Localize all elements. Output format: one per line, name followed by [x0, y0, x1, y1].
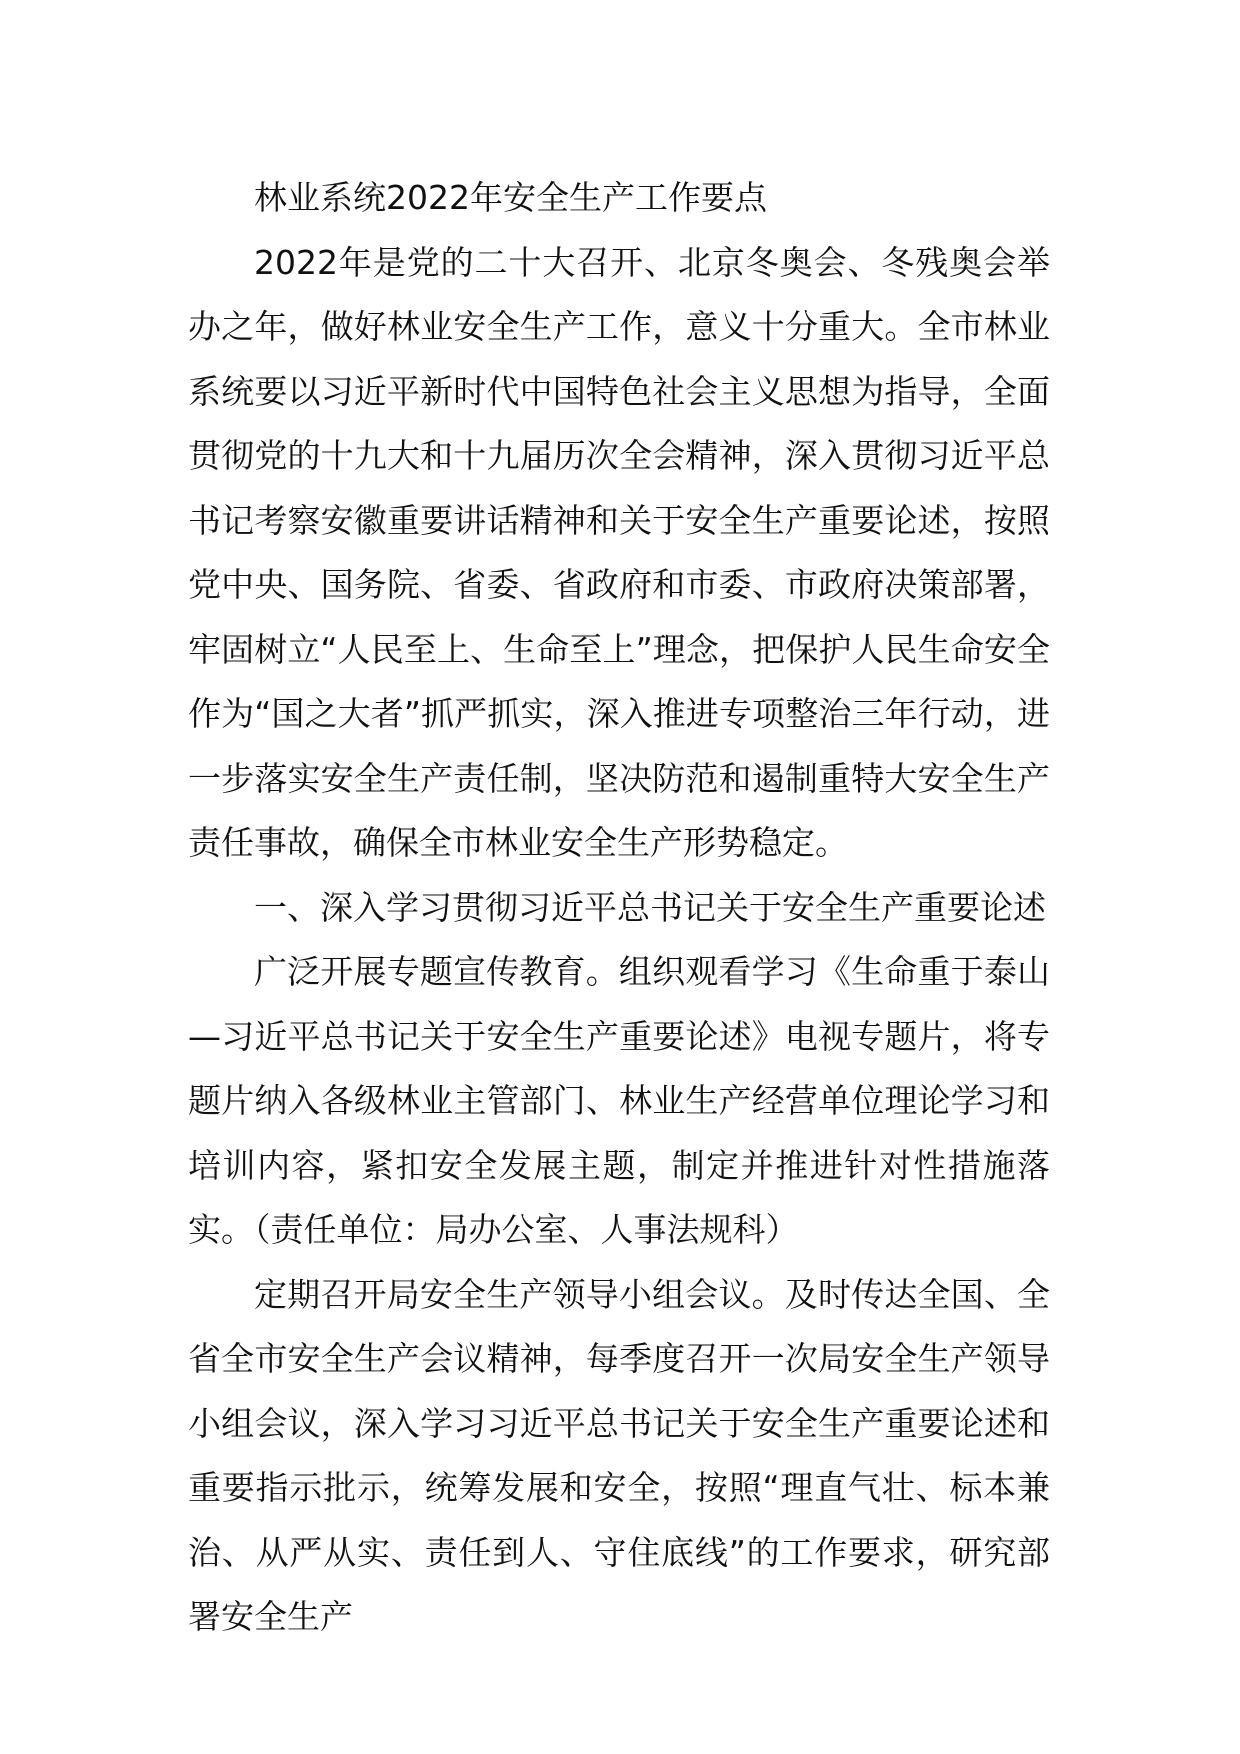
- section-heading-1: 一、深入学习贯彻习近平总书记关于安全生产重要论述: [254, 887, 1046, 927]
- paragraph-leadership-meeting: 定期召开局安全生产领导小组会议。及时传达全国、全省全市安全生产会议精神，每季度召开一次局安全生产领导小组会议，深入学习习近平总书记关于安全生产重要论述和重要指示批示，统筹发展和安全，按照“理直气壮、标本兼治、从严从实、责任到人、守住底线”的工作要求，研究部署安全生产: [188, 1274, 1050, 1636]
- paragraph-propaganda-education: 广泛开展专题宣传教育。组织观看学习《生命重于泰山—习近平总书记关于安全生产重要论述》电视专题片，将专题片纳入各级林业主管部门、林业生产经营单位理论学习和培训内容，紧扣安全发展主题，制定并推进针对性措施落实。（责任单位：局办公室、人事法规科）: [188, 952, 1050, 1249]
- document-body: [188, 166, 1050, 1650]
- paragraph-intro: 2022年是党的二十大召开、北京冬奥会、冬残奥会举办之年，做好林业安全生产工作，意义十分重大。全市林业系统要以习近平新时代中国特色社会主义思想为指导，全面贯彻党的十九大和十九届历次全会精神，深入贯彻习近平总书记考察安徽重要讲话精神和关于安全生产重要论述，按照党中央、国务院、省委、省政府和市委、市政府决策部署，牢固树立“人民至上、生命至上”理念，把保护人民生命安全作为“国之大者”抓严抓实，深入推进专项整治三年行动，进一步落实安全生产责任制，坚决防范和遏制重特大安全生产责任事故，确保全市林业安全生产形势稳定。: [188, 242, 1050, 862]
- document-title: 林业系统2022年安全生产工作要点: [254, 178, 767, 217]
